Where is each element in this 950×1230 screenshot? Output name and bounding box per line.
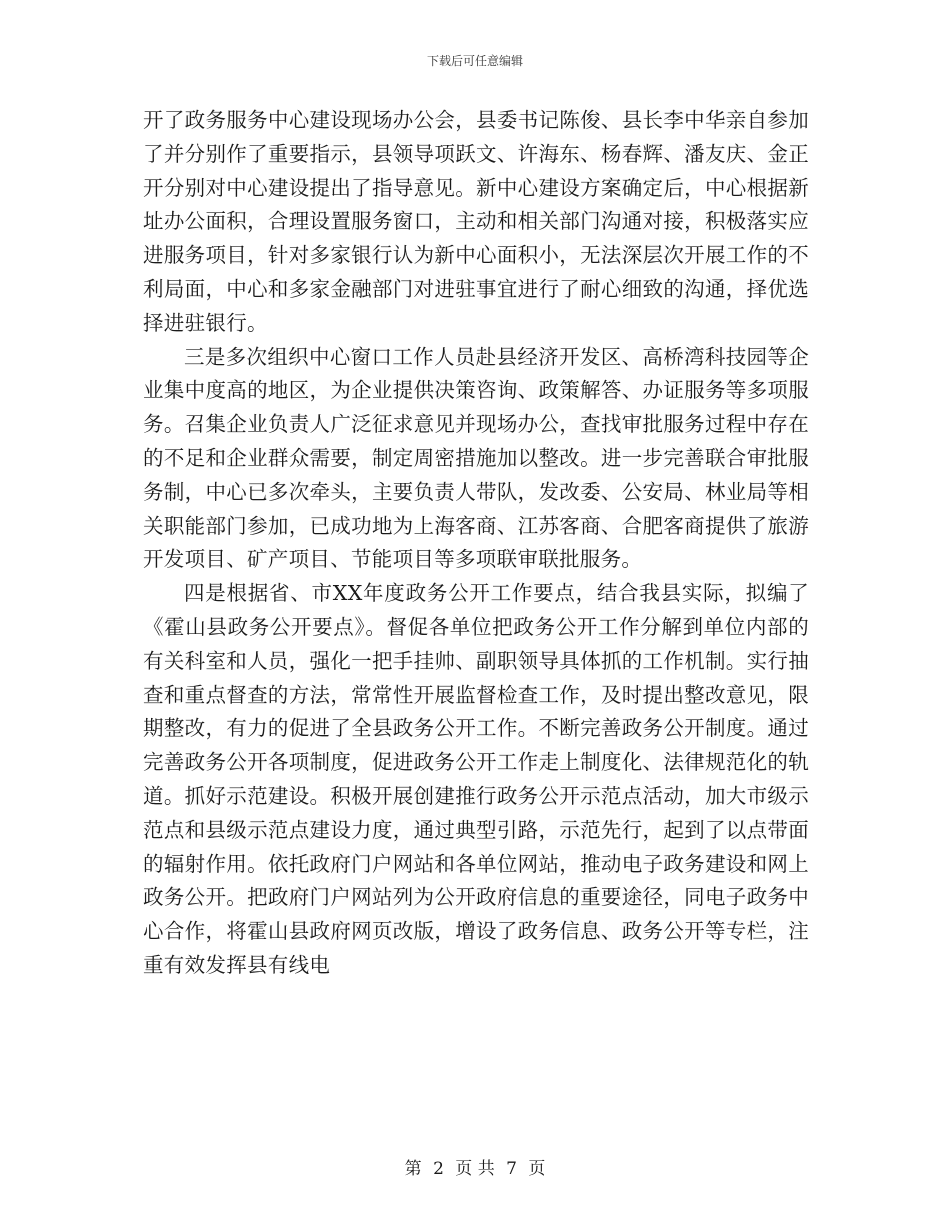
footer-suffix: 页 bbox=[528, 1159, 546, 1179]
page-header: 下载后可任意编辑 bbox=[426, 54, 523, 68]
paragraph-3: 四是根据省、市XX年度政务公开工作要点，结合我县实际，拟编了《霍山县政务公开要点》。督促各单位把政务公开工作分解到单位内部的有关科室和人员，强化一把手挂帅、副职领导具体抓的工作机制。实行抽查和重点督查的方法，常常性开展监督检查工作，及时提出整改意见，限期整改，有力的促进了全县政务公开工作。不断完善政务公开制度。通过完善政务公开各项制度，促进政务公开工作走上制度化、法律规范化的轨道。抓好示范建设。积极开展创建推行政务公开示范点活动，加大市级示范点和县级示范点建设力度，通过典型引路，示范先行，起到了以点带面的辐射作用。依托政府门户网站和各单位网站，推动电子政务建设和网上政务公开。把政府门户网站列为公开政府信息的重要途径，同电子政务中心合作，将霍山县政府网页改版，增设了政务信息、政务公开等专栏，注重有效发挥县有线电 bbox=[143, 581, 809, 977]
footer-middle: 页 共 bbox=[455, 1159, 495, 1179]
footer-current-page: 2 bbox=[433, 1159, 444, 1179]
paragraph-1: 开了政务服务中心建设现场办公会，县委书记陈俊、县长李中华亲自参加了并分别作了重要指示，县领导项跃文、许海东、杨春辉、潘友庆、金正开分别对中心建设提出了指导意见。新中心建设方案确定后，中心根据新址办公面积，合理设置服务窗口，主动和相关部门沟通对接，积极落实应进服务项目，针对多家银行认为新中心面积小，无法深层次开展工作的不利局面，中心和多家金融部门对进驻事宜进行了耐心细致的沟通，择优选择进驻银行。 bbox=[143, 108, 809, 335]
document-body bbox=[143, 104, 809, 983]
footer-prefix: 第 bbox=[404, 1159, 422, 1179]
paragraph-2: 三是多次组织中心窗口工作人员赴县经济开发区、高桥湾科技园等企业集中度高的地区，为企业提供决策咨询、政策解答、办证服务等多项服务。召集企业负责人广泛征求意见并现场办公，查找审批服务过程中存在的不足和企业群众需要，制定周密措施加以整改。进一步完善联合审批服务制，中心已多次牵头，主要负责人带队，发改委、公安局、林业局等相关职能部门参加，已成功地为上海客商、江苏客商、合肥客商提供了旅游开发项目、矿产项目、节能项目等多项联审联批服务。 bbox=[143, 344, 809, 572]
page-footer bbox=[0, 1154, 950, 1179]
footer-total-pages: 7 bbox=[506, 1159, 517, 1179]
